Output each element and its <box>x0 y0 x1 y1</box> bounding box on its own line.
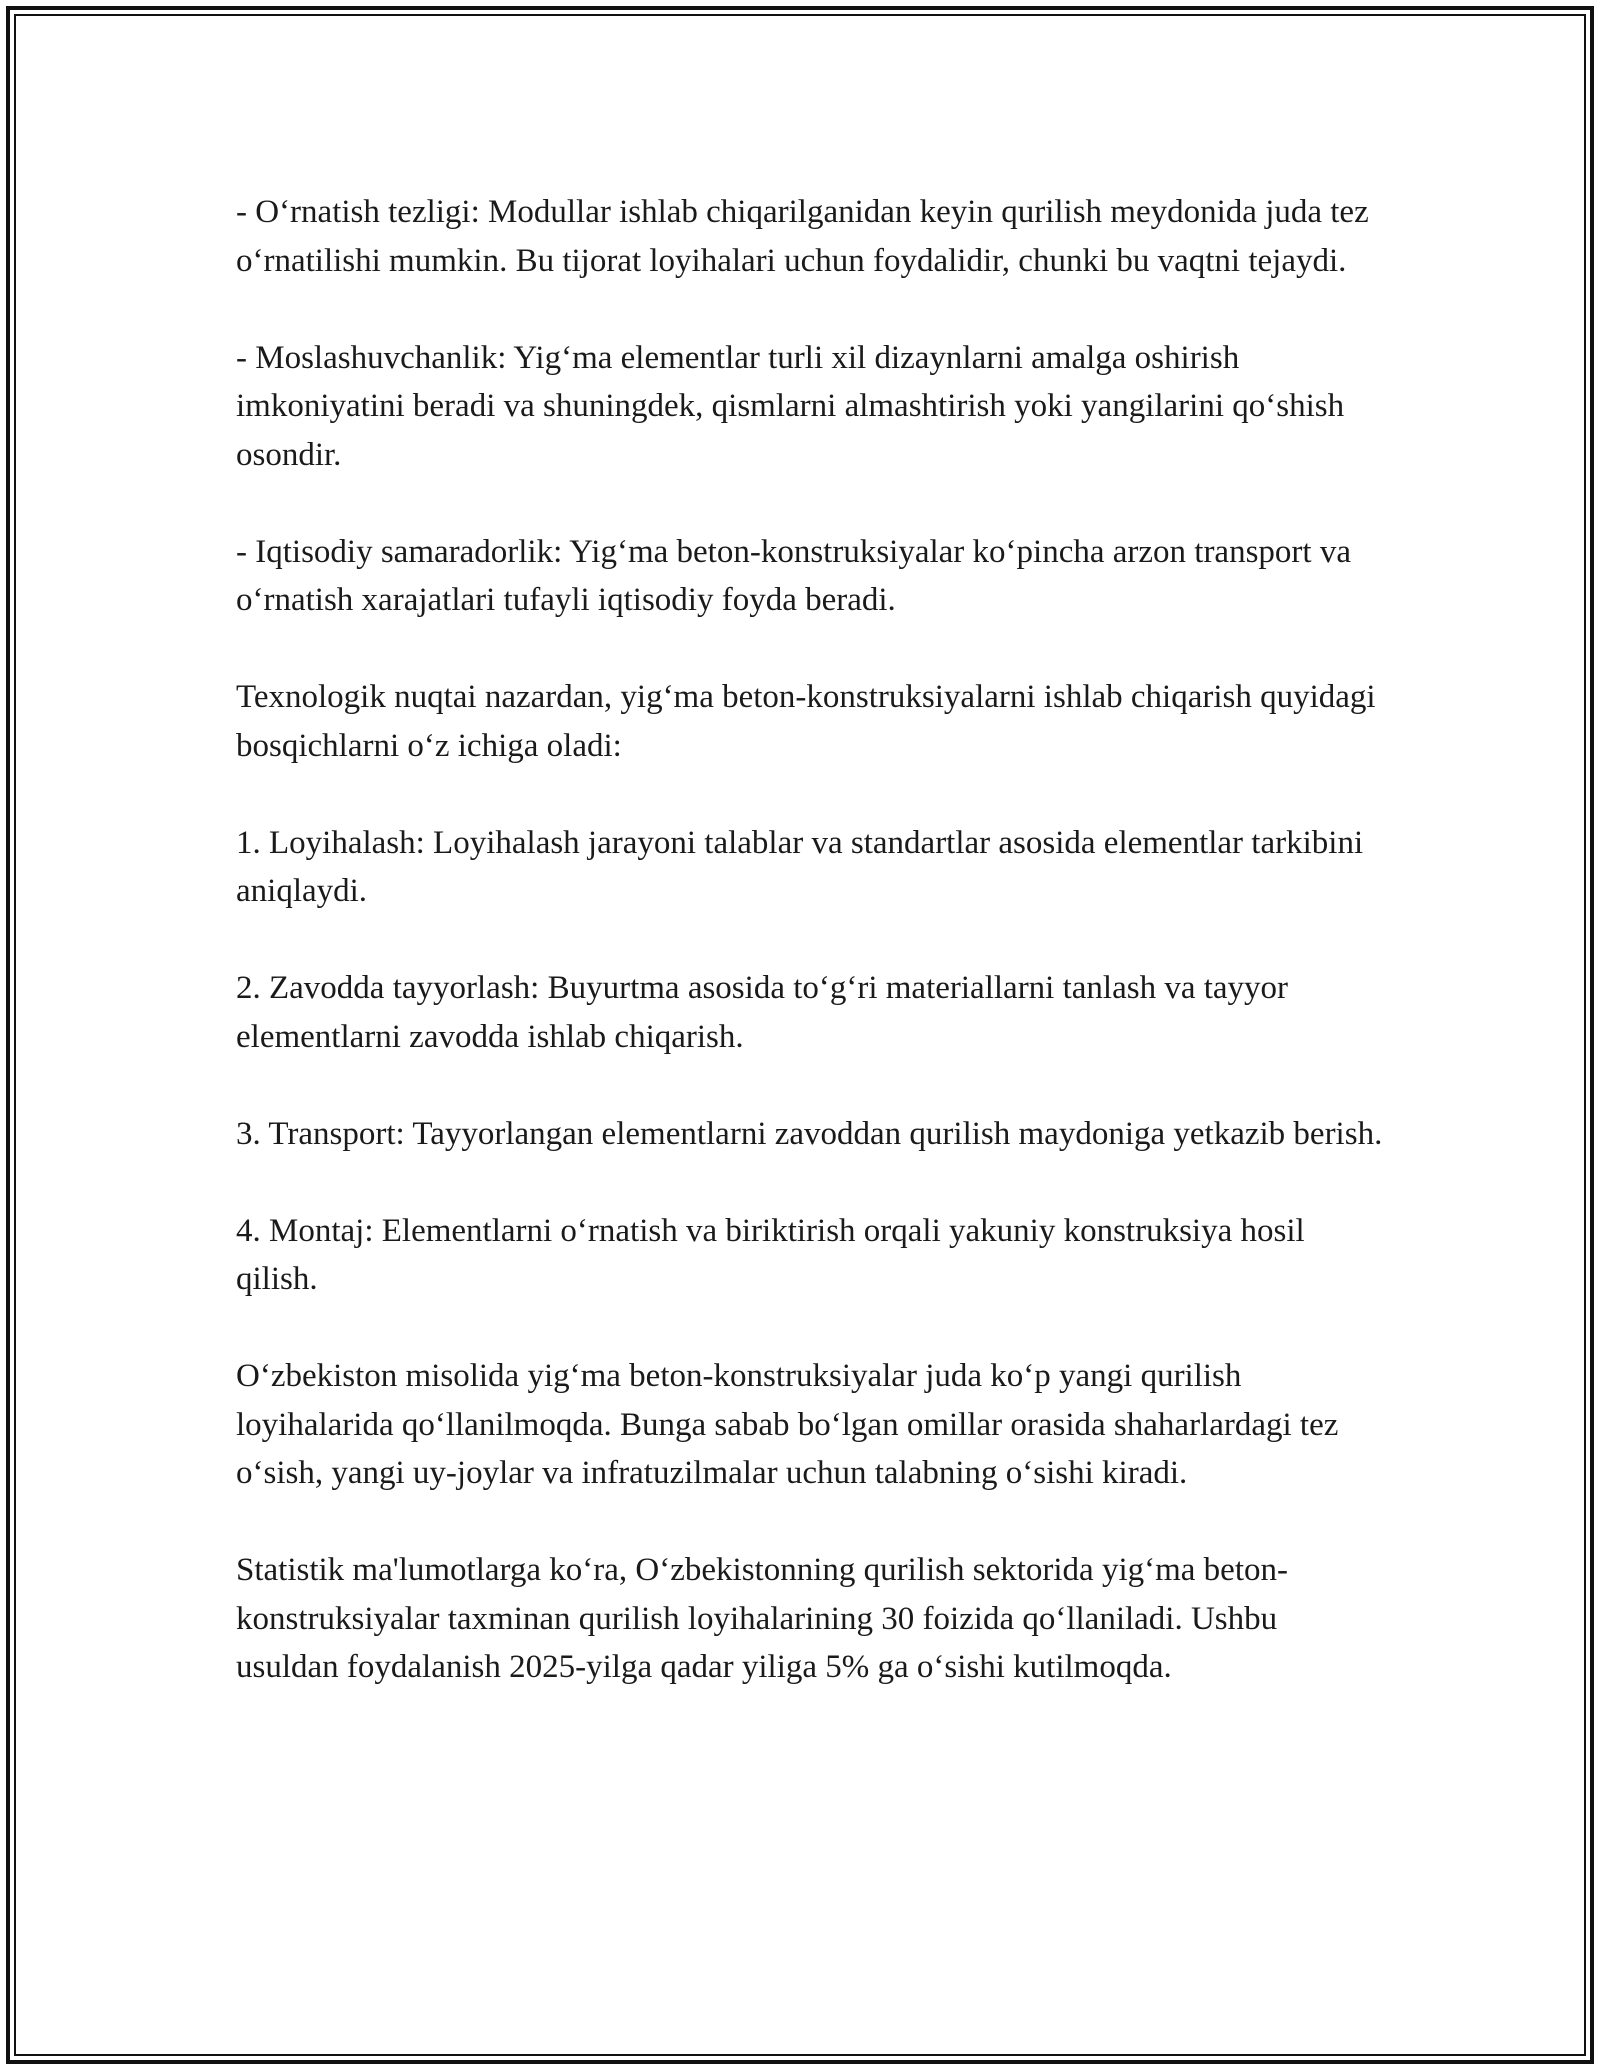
paragraph-texnologik-bosqichlar: Texnologik nuqtai nazardan, yig‘ma beton-konstruksiyalarni ishlab chiqarish quyidagi bosqichlarni o‘z ichiga oladi: <box>236 679 1376 764</box>
document-body <box>236 188 1386 1692</box>
paragraph-moslashuvchanlik: - Moslashuvchanlik: Yig‘ma elementlar turli xil dizaynlarni amalga oshirish imkoniyatini beradi va shuningdek, qismlarni almashtirish yoki yangilarini qo‘shish osondir. <box>236 339 1345 473</box>
paragraph-ornatish-tezligi: - O‘rnatish tezligi: Modullar ishlab chiqarilganidan keyin qurilish meydonida juda tez o‘rnatilishi mumkin. Bu tijorat loyihalari uchun foydalidir, chunki bu vaqtni tejaydi. <box>236 194 1369 279</box>
paragraph-ozbekiston-misoli: O‘zbekiston misolida yig‘ma beton-konstruksiyalar juda ko‘p yangi qurilish loyihalarida qo‘llanilmoqda. Bunga sabab bo‘lgan omillar orasida shaharlardagi tez o‘sish, yangi uy-joylar va infratuzilmalar uchun talabning o‘sishi kiradi. <box>236 1358 1339 1491</box>
paragraph-zavodda-tayyorlash: 2. Zavodda tayyorlash: Buyurtma asosida to‘g‘ri materiallarni tanlash va tayyor elementlarni zavodda ishlab chiqarish. <box>236 970 1289 1055</box>
paragraph-loyihalash: 1. Loyihalash: Loyihalash jarayoni talablar va standartlar asosida elementlar tarkibini aniqlaydi. <box>236 824 1364 909</box>
paragraph-transport: 3. Transport: Tayyorlangan elementlarni zavoddan qurilish maydoniga yetkazib berish. <box>236 1115 1383 1152</box>
paragraph-statistik-malumotlar: Statistik ma'lumotlarga ko‘ra, O‘zbekistonning qurilish sektorida yig‘ma beton-konstruksiyalar taxminan qurilish loyihalarining 30 foizida qo‘llaniladi. Ushbu usuldan foydalanish 2025-yilga qadar yiliga 5% ga o‘sishi kutilmoqda. <box>236 1552 1288 1685</box>
paragraph-iqtisodiy-samaradorlik: - Iqtisodiy samaradorlik: Yig‘ma beton-konstruksiyalar ko‘pincha arzon transport va o‘rnatish xarajatlari tufayli iqtisodiy foyda beradi. <box>236 533 1351 618</box>
paragraph-montaj: 4. Montaj: Elementlarni o‘rnatish va biriktirish orqali yakuniy konstruksiya hosil qilish. <box>236 1212 1305 1297</box>
